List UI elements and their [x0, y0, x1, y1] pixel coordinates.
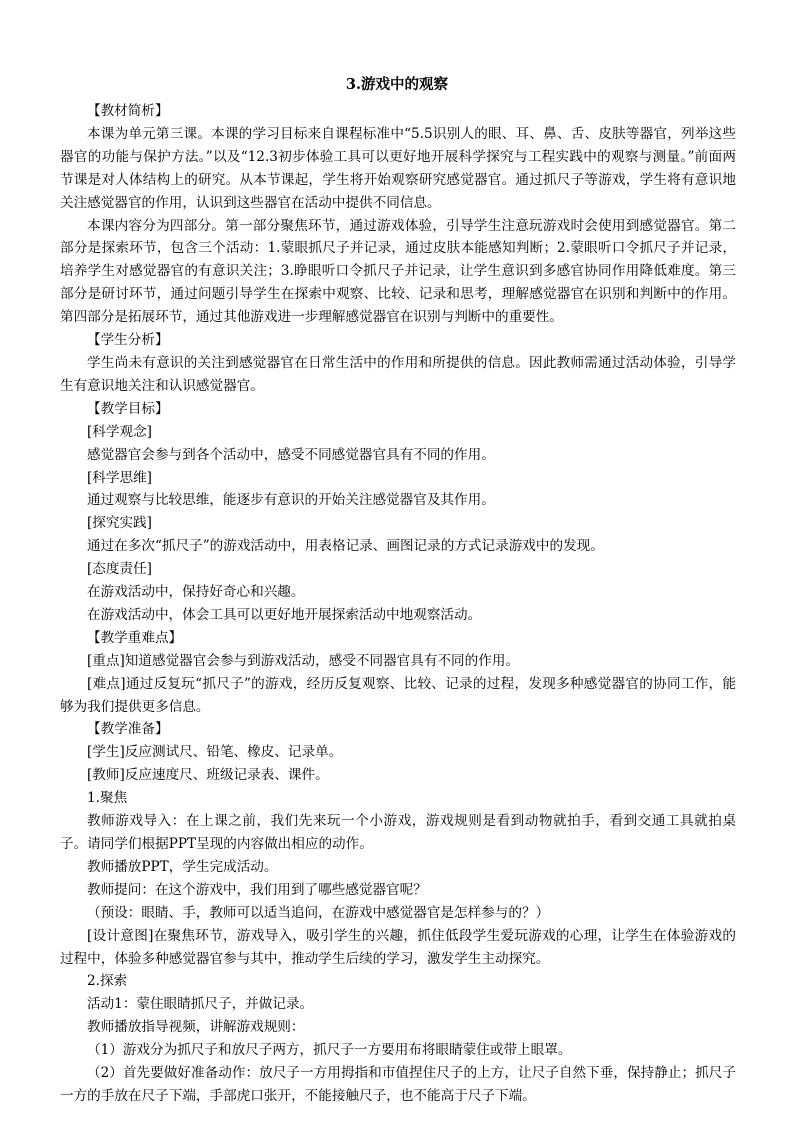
paragraph: [态度责任] — [87, 561, 152, 578]
paragraph: 教师游戏导入：在上课之前，我们先来玩一个小游戏，游戏规则是看到动物就拍手，看到交通工具就拍桌子。请同学们根据PPT呈现的内容做出相应的动作。 — [60, 813, 736, 852]
paragraph: 2.探索 — [87, 973, 128, 990]
paragraph: 【教学准备】 — [87, 721, 169, 738]
paragraph: 通过观察与比较思维，能逐步有意识的开始关注感觉器官及其作用。 — [87, 492, 495, 509]
document-body — [60, 100, 736, 1108]
paragraph: （2）首先要做好准备动作：放尺子一方用拇指和市值捏住尺子的上方，让尺子自然下垂，保持静止；抓尺子一方的手放在尺子下端，手部虎口张开，不能接触尺子，也不能高于尺子下端。 — [60, 1065, 736, 1104]
paragraph: [教师]反应速度尺、班级记录表、课件。 — [87, 767, 329, 784]
paragraph: [重点]知道感觉器官会参与到游戏活动，感受不同器官具有不同的作用。 — [87, 652, 520, 669]
paragraph: 【学生分析】 — [87, 332, 169, 349]
page-title: 3.游戏中的观察 — [345, 76, 449, 93]
paragraph: 【教材简析】 — [87, 103, 169, 119]
paragraph: （1）游戏分为抓尺子和放尺子两方，抓尺子一方要用布将眼睛蒙住或带上眼罩。 — [87, 1042, 572, 1059]
paragraph: 【教学目标】 — [87, 400, 169, 417]
paragraph: 教师播放PPT，学生完成活动。 — [87, 858, 278, 875]
paragraph: 教师播放指导视频，讲解游戏规则： — [87, 1019, 305, 1036]
paragraph: 活动1：蒙住眼睛抓尺子，并做记录。 — [87, 996, 314, 1013]
paragraph: 学生尚未有意识的关注到感觉器官在日常生活中的作用和所提供的信息。因此教师需通过活动体验，引导学生有意识地关注和认识感觉器官。 — [60, 354, 736, 394]
paragraph: [难点]通过反复玩“抓尺子”的游戏，经历反复观察、比较、记录的过程，发现多种感觉器官的协同工作，能够为我们提供更多信息。 — [60, 675, 736, 715]
paragraph: 本课为单元第三课。本课的学习目标来自课程标准中“5.5识别人的眼、耳、鼻、舌、皮肤等器官，列举这些器官的功能与保护方法。”以及“12.3初步体验工具可以更好地开展科学探究与工程实践中的观察与测量。”前面两节课是对人体结构上的研究。从本节课起，学生将开始观察研究感觉器官。通过抓尺子等游戏，学生将有意识地关注感觉器官的作用，认识到这些器官在活动中提供不同信息。 — [60, 125, 736, 211]
paragraph: [设计意图]在聚焦环节，游戏导入，吸引学生的兴趣，抓住低段学生爱玩游戏的心理，让学生在体验游戏的过程中，体验多种感觉器官参与其中，推动学生后续的学习，激发学生主动探究。 — [60, 927, 736, 967]
paragraph: 在游戏活动中，保持好奇心和兴趣。 — [87, 584, 305, 601]
paragraph: 本课内容分为四部分。第一部分聚焦环节，通过游戏体验，引导学生注意玩游戏时会使用到感觉器官。第二部分是探索环节，包含三个活动：1.蒙眼抓尺子并记录，通过皮肤本能感知判断；2.蒙眼听口令抓尺子并记录，培养学生对感觉器官的有意识关注；3.睁眼听口令抓尺子并记录，让学生意识到多感官协同作用降低难度。第三部分是研讨环节，通过问题引导学生在探索中观察、比较、记录和思考，理解感觉器官在识别和判断中的作用。第四部分是拓展环节，通过其他游戏进一步理解感觉器官在识别与判断中的重要性。 — [60, 217, 736, 326]
paragraph: [科学观念] — [87, 423, 152, 440]
paragraph: 通过在多次“抓尺子”的游戏活动中，用表格记录、画图记录的方式记录游戏中的发现。 — [87, 538, 604, 555]
paragraph: 在游戏活动中，体会工具可以更好地开展探索活动中地观察活动。 — [87, 606, 482, 623]
paragraph: 【教学重难点】 — [87, 629, 183, 646]
paragraph: [探究实践] — [87, 515, 152, 532]
paragraph: （预设：眼睛、手，教师可以适当追问，在游戏中感觉器官是怎样参与的？） — [87, 904, 550, 921]
paragraph: 教师提问：在这个游戏中，我们用到了哪些感觉器官呢？ — [87, 881, 427, 898]
paragraph: 感觉器官会参与到各个活动中，感受不同感觉器官具有不同的作用。 — [87, 446, 495, 463]
paragraph: 1.聚焦 — [87, 790, 128, 807]
paragraph: [学生]反应测试尺、铅笔、橡皮、记录单。 — [87, 744, 343, 761]
paragraph: [科学思维] — [87, 469, 152, 486]
